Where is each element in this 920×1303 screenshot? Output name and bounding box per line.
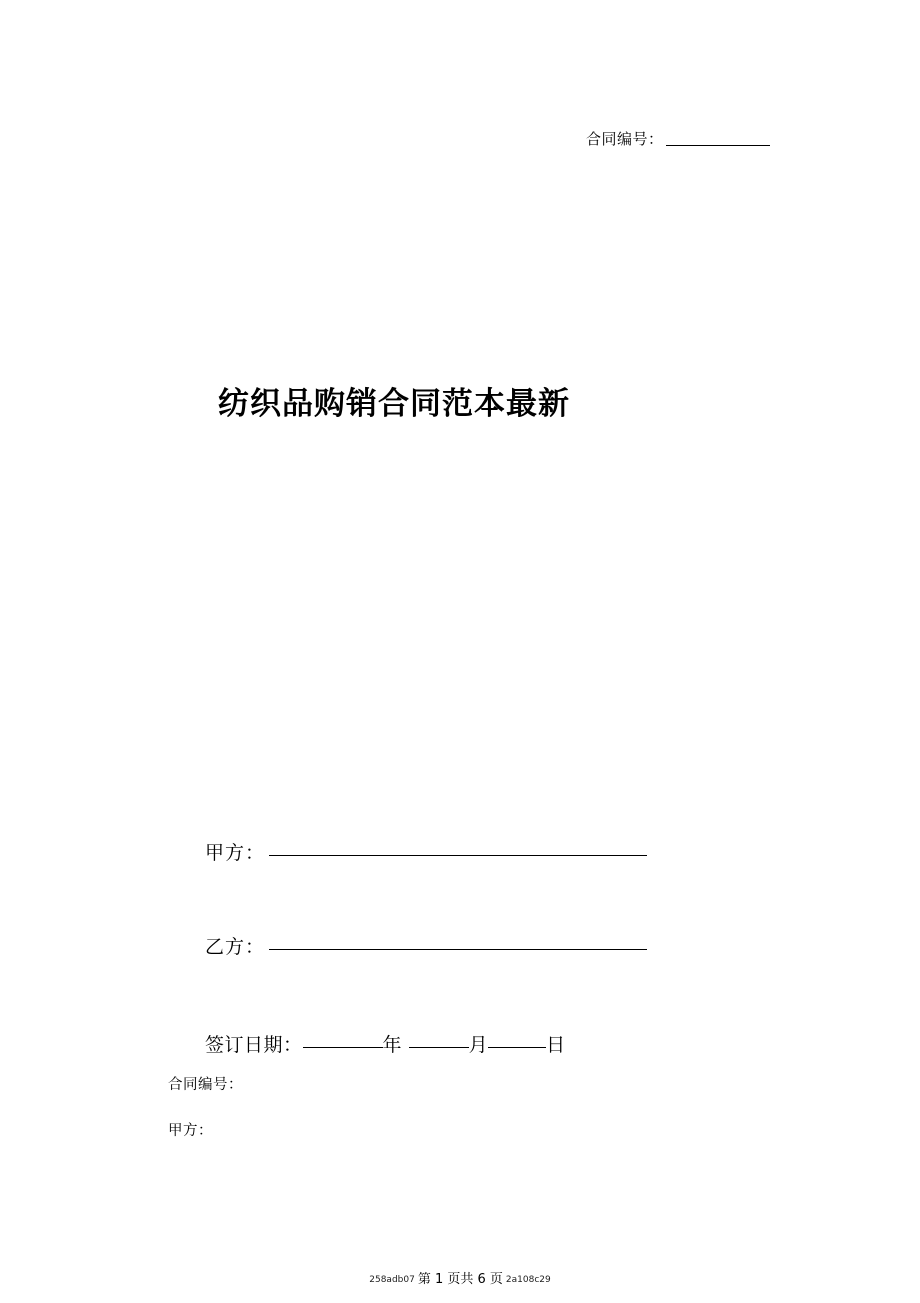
sign-date-month-blank bbox=[409, 1047, 469, 1048]
sign-date-month-unit: 月 bbox=[468, 1034, 489, 1056]
page-footer bbox=[0, 1268, 920, 1287]
page-title: 纺织品购销合同范本最新 bbox=[218, 386, 570, 422]
body-contract-number-label: 合同编号： bbox=[168, 1077, 243, 1093]
party-a-blank bbox=[269, 855, 647, 856]
footer-hash-left: 258adb07 bbox=[369, 1275, 415, 1285]
sign-date-day-unit: 日 bbox=[546, 1034, 566, 1056]
contract-number-header-label: 合同编号： bbox=[586, 130, 664, 148]
party-a-field bbox=[205, 838, 647, 865]
body-party-a-label: 甲方： bbox=[168, 1123, 213, 1139]
sign-date-year-blank bbox=[303, 1047, 383, 1048]
sign-date-label: 签订日期： bbox=[205, 1034, 303, 1056]
footer-page-number: 第 1 页共 6 页 bbox=[417, 1272, 503, 1287]
sign-date-year-unit: 年 bbox=[382, 1034, 403, 1056]
contract-number-header bbox=[586, 128, 770, 149]
party-b-field bbox=[205, 932, 647, 959]
party-b-label: 乙方： bbox=[205, 936, 266, 958]
sign-date-day-blank bbox=[488, 1047, 546, 1048]
sign-date-field bbox=[205, 1030, 566, 1057]
footer-hash-right: 2a108c29 bbox=[505, 1275, 551, 1285]
party-a-label: 甲方： bbox=[205, 842, 266, 864]
contract-number-header-blank bbox=[666, 145, 770, 146]
party-b-blank bbox=[269, 949, 647, 950]
